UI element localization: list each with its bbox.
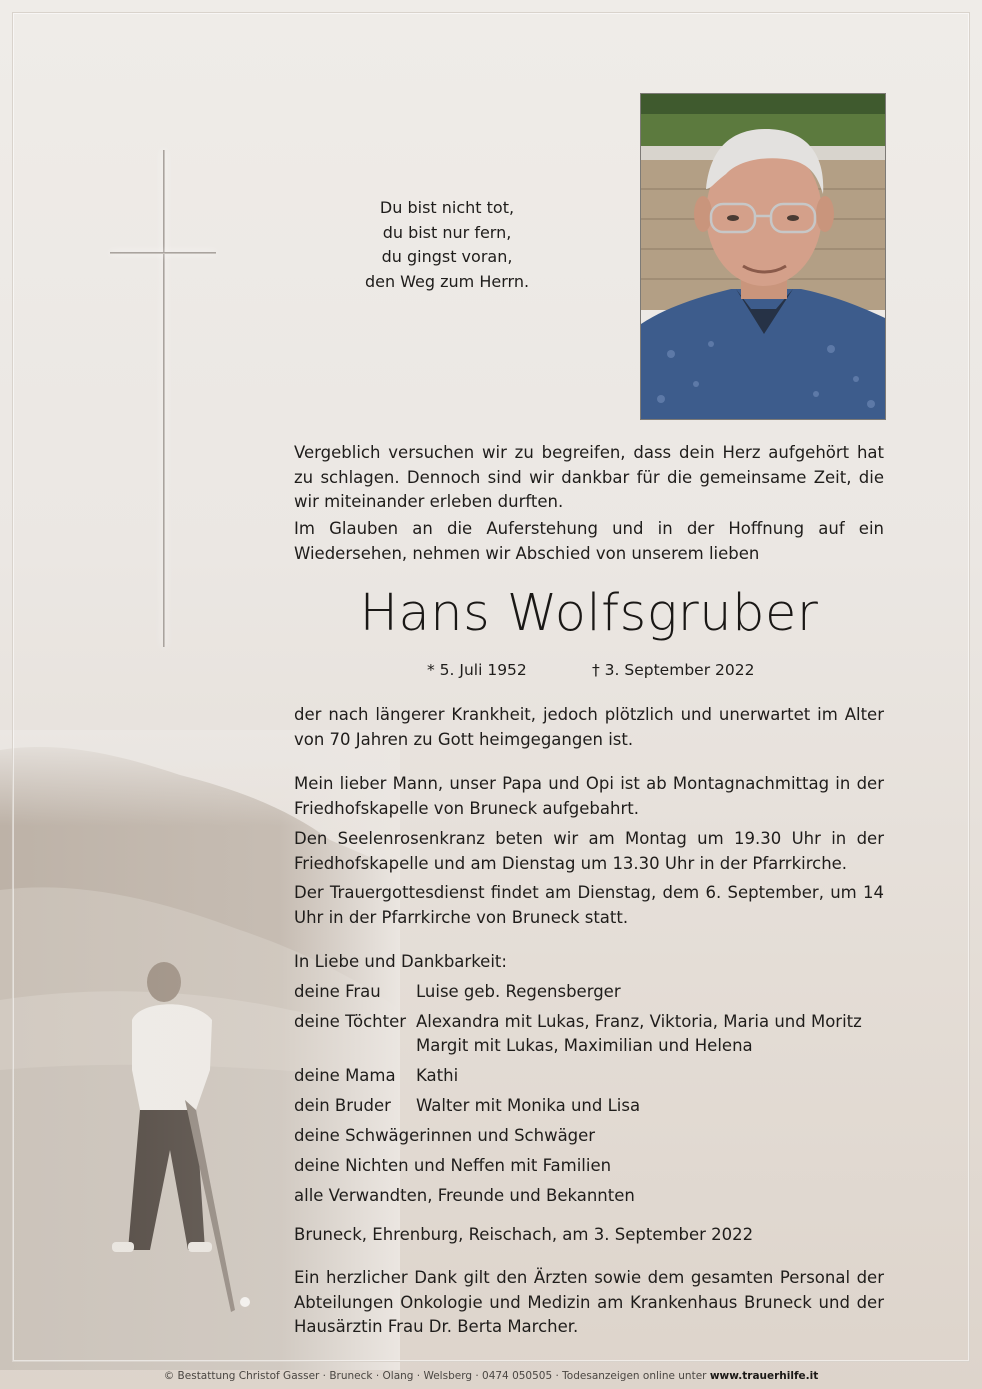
family-row [294,1066,894,1096]
death-date: † 3. September 2022 [592,661,755,679]
footer-link[interactable]: www.trauerhilfe.it [709,1370,819,1382]
intro-paragraph: Vergeblich versuchen wir zu begreifen, dass dein Herz aufgehört hat zu schlagen. Dennoch sind wir dankbar für die gemeinsame Zeit, die wir miteinander erleben durften. [294,443,884,511]
family-names: Margit mit Lukas, Maximilian und Helena [416,1036,753,1055]
arrangement-funeral: Der Trauergottesdienst findet am Dienstag, dem 6. September, um 14 Uhr in der Pfarrkirche von Bruneck statt. [294,883,884,927]
footer-text: © Bestattung Christof Gasser · Bruneck · Olang · Welsberg · 0474 050505 · Todesanzeigen online unter [163,1370,710,1382]
poem [322,196,572,294]
family-row [294,1036,894,1066]
place-date: Bruneck, Ehrenburg, Reischach, am 3. September 2022 [294,1225,754,1244]
family-names: Kathi [416,1066,459,1085]
portrait-image [641,94,886,420]
family-list [294,952,894,1216]
family-other: alle Verwandten, Freunde und Bekannten [294,1186,635,1205]
family-relation: deine Frau [294,982,381,1001]
cross-icon-crossbar [110,252,216,254]
poem-line: Du bist nicht tot, [379,198,515,217]
family-heading: In Liebe und Dankbarkeit: [294,952,507,971]
family-names: Luise geb. Regensberger [416,982,621,1001]
intro-paragraph-faith: Im Glauben an die Auferstehung und in der Hoffnung auf ein Wiedersehen, nehmen wir Abschied von unserem lieben [294,519,884,563]
deceased-name: Hans Wolfsgruber [359,584,819,643]
family-relation: deine Töchter [294,1012,407,1031]
portrait-photo [640,93,886,420]
poem-line: den Weg zum Herrn. [364,271,530,291]
family-row [294,982,894,1012]
footer [0,1370,982,1382]
poem-line: du gingst voran, [381,247,513,266]
family-row [294,1096,894,1126]
family-relation: deine Mama [294,1066,396,1085]
family-other: deine Nichten und Neffen mit Familien [294,1156,612,1175]
family-relation: dein Bruder [294,1096,391,1115]
arrangement-rosary: Den Seelenrosenkranz beten wir am Montag um 19.30 Uhr in der Friedhofskapelle und am Dienstag um 13.30 Uhr in der Pfarrkirche. [294,829,884,873]
cross-icon [163,150,165,647]
poem-line: du bist nur fern, [382,222,512,242]
family-row [294,1012,894,1036]
family-other: deine Schwägerinnen und Schwäger [294,1126,596,1145]
birth-date: * 5. Juli 1952 [427,661,527,679]
death-paragraph: der nach längerer Krankheit, jedoch plötzlich und unerwartet im Alter von 70 Jahren zu Gott heimgegangen ist. [294,705,884,749]
family-names: Walter mit Monika und Lisa [416,1096,641,1115]
arrangement-viewing: Mein lieber Mann, unser Papa und Opi ist ab Montagnachmittag in der Friedhofskapelle von Bruneck aufgebahrt. [294,774,884,818]
family-names: Alexandra mit Lukas, Franz, Viktoria, Maria und Moritz [416,1012,862,1031]
thanks-paragraph: Ein herzlicher Dank gilt den Ärzten sowie dem gesamten Personal der Abteilungen Onkologie und Medizin am Krankenhaus Bruneck und der Hausärztin Frau Dr. Berta Marcher. [294,1268,884,1336]
